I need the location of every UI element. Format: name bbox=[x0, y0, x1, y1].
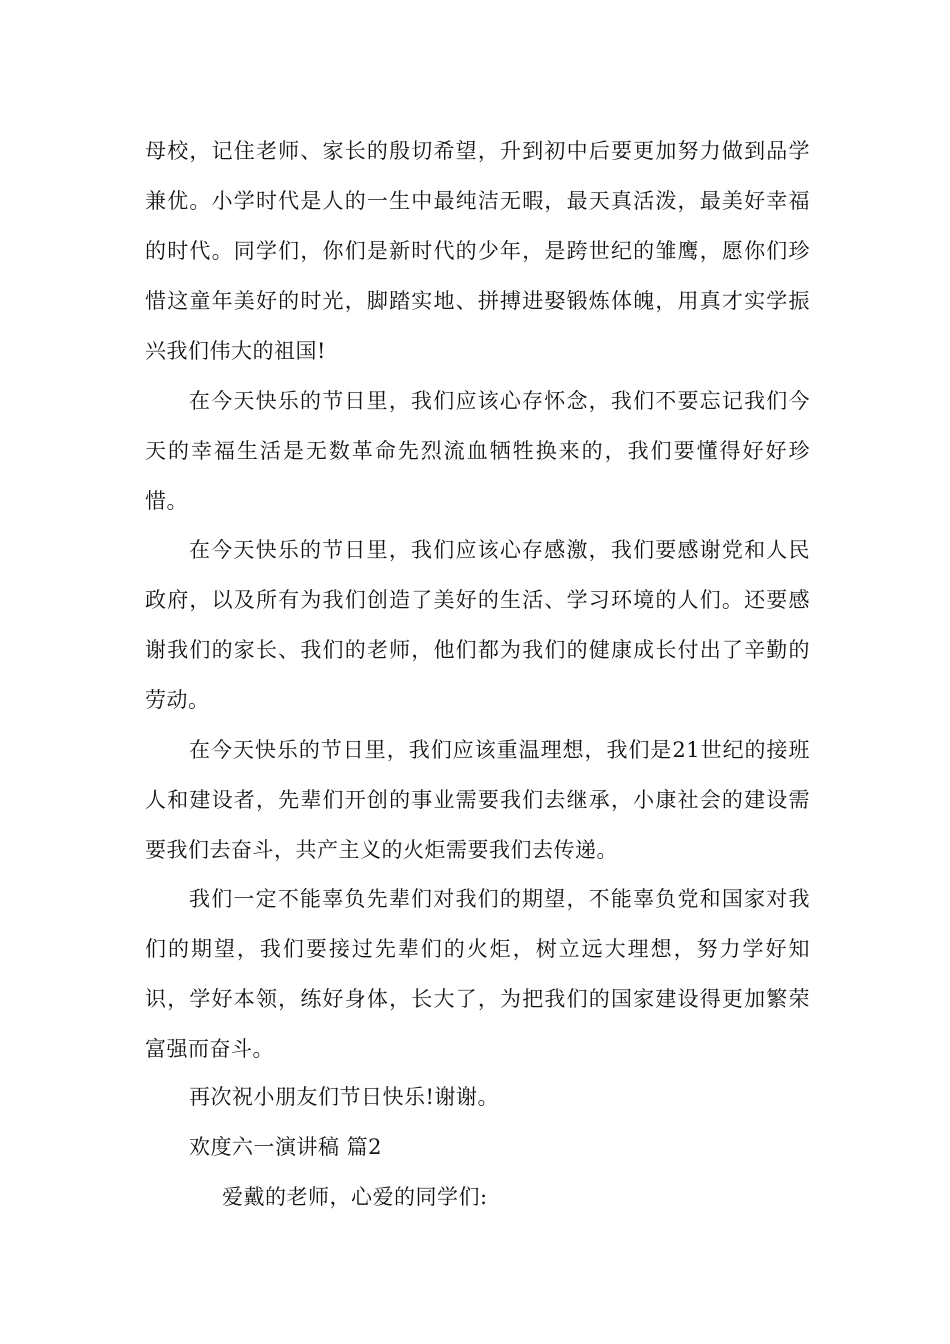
greeting-line: 爱戴的老师，心爱的同学们: bbox=[222, 1185, 488, 1209]
paragraph-expectations: 我们一定不能辜负先辈们对我们的期望，不能辜负党和国家对我们的期望，我们要接过先辈们的火炬，树立远大理想，努力学好知识，学好本领，练好身体，长大了，为把我们的国家建设得更加繁荣富强而奋斗。 bbox=[145, 887, 810, 1061]
paragraph-continuation: 母校，记住老师、家长的殷切希望，升到初中后要更加努力做到品学兼优。小学时代是人的一生中最纯洁无暇，最天真活泼，最美好幸福的时代。同学们，你们是新时代的少年，是跨世纪的雏鹰，愿你们珍惜这童年美好的时光，脚踏实地、拼搏进娶锻炼体魄，用真才实学振兴我们伟大的祖国! bbox=[145, 139, 810, 363]
paragraph-remembrance: 在今天快乐的节日里，我们应该心存怀念，我们不要忘记我们今天的幸福生活是无数革命先烈流血牺牲换来的，我们要懂得好好珍惜。 bbox=[145, 389, 810, 513]
closing-line: 再次祝小朋友们节日快乐!谢谢。 bbox=[189, 1085, 499, 1109]
paragraph-ideals: 在今天快乐的节日里，我们应该重温理想，我们是21世纪的接班人和建设者，先辈们开创的事业需要我们去继承，小康社会的建设需要我们去奋斗，共产主义的火炬需要我们去传递。 bbox=[145, 738, 810, 862]
section-heading: 欢度六一演讲稿 篇2 bbox=[189, 1135, 383, 1159]
paragraph-gratitude: 在今天快乐的节日里，我们应该心存感激，我们要感谢党和人民政府，以及所有为我们创造了美好的生活、学习环境的人们。还要感谢我们的家长、我们的老师，他们都为我们的健康成长付出了辛勤的劳动。 bbox=[145, 538, 810, 712]
